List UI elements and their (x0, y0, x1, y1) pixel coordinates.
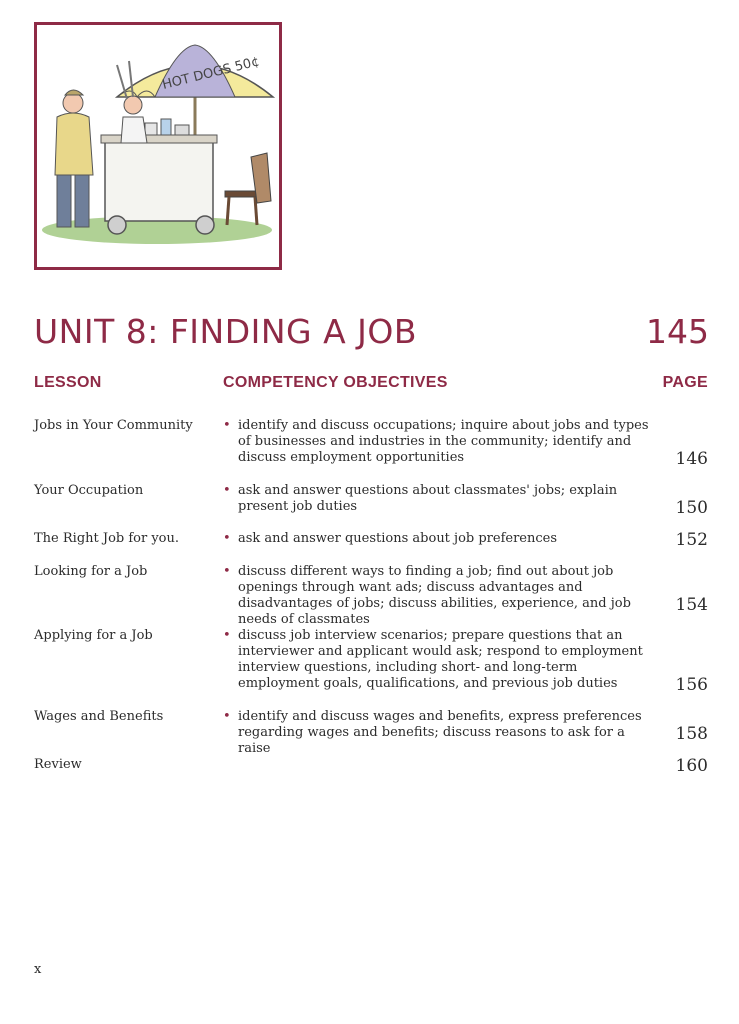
lesson-objective: discuss different ways to finding a job; find out about job openings through want ads; discuss advantages and disadvantages of jobs; discuss abilities, experience, and job needs of classmates (238, 564, 631, 627)
folio-page-mark: x (34, 962, 42, 977)
lesson-row (0, 483, 739, 518)
lesson-row (0, 530, 739, 550)
lesson-objective: identify and discuss wages and benefits, express preferences regarding wages and benefits; discuss reasons to ask for a raise (238, 709, 642, 756)
bullet-icon: • (223, 628, 231, 643)
lesson-row (0, 756, 739, 776)
lesson-name: Wages and Benefits (34, 709, 164, 724)
bullet-icon: • (223, 709, 231, 724)
lesson-objective: ask and answer questions about job preferences (238, 531, 558, 546)
lesson-page: 158 (675, 724, 708, 744)
lesson-row (0, 628, 739, 695)
hot-dog-stand-drawing (37, 25, 279, 267)
lesson-name: The Right Job for you. (34, 531, 180, 546)
lesson-objective: identify and discuss occupations; inquire about jobs and types of businesses and industries in the community; identify and discuss employment opportunities (238, 418, 649, 465)
bullet-icon: • (223, 483, 231, 498)
bullet-icon: • (223, 418, 231, 433)
page-column-header: PAGE (662, 374, 708, 391)
lesson-row (0, 418, 739, 469)
unit-start-page: 145 (646, 312, 709, 351)
lesson-page: 146 (675, 449, 708, 469)
lesson-objective: discuss job interview scenarios; prepare questions that an interviewer and applicant would ask; respond to employment interview questions, including short- and long-term employment goals, qualifications, and previous job duties (238, 628, 643, 691)
lesson-page: 160 (675, 756, 708, 776)
umbrella-sign: HOT DOGS 50¢ (160, 54, 262, 93)
lesson-column-header: LESSON (34, 374, 102, 391)
unit-title: UNIT 8: FINDING A JOB (34, 312, 418, 351)
lesson-objective: ask and answer questions about classmates' jobs; explain present job duties (238, 483, 618, 514)
lesson-name: Review (34, 757, 82, 772)
lesson-page: 156 (675, 675, 708, 695)
lesson-name: Looking for a Job (34, 564, 148, 579)
hot-dog-stand-illustration (34, 22, 282, 270)
lesson-row (0, 564, 739, 627)
lesson-page: 150 (675, 498, 708, 518)
bullet-icon: • (223, 564, 231, 579)
lesson-page: 152 (675, 530, 708, 550)
bullet-icon: • (223, 531, 231, 546)
lesson-row (0, 709, 739, 756)
lesson-name: Your Occupation (34, 483, 144, 498)
lesson-name: Jobs in Your Community (34, 418, 193, 433)
lesson-name: Applying for a Job (34, 628, 153, 643)
objectives-column-header: COMPETENCY OBJECTIVES (223, 374, 448, 391)
lesson-page: 154 (675, 595, 708, 615)
